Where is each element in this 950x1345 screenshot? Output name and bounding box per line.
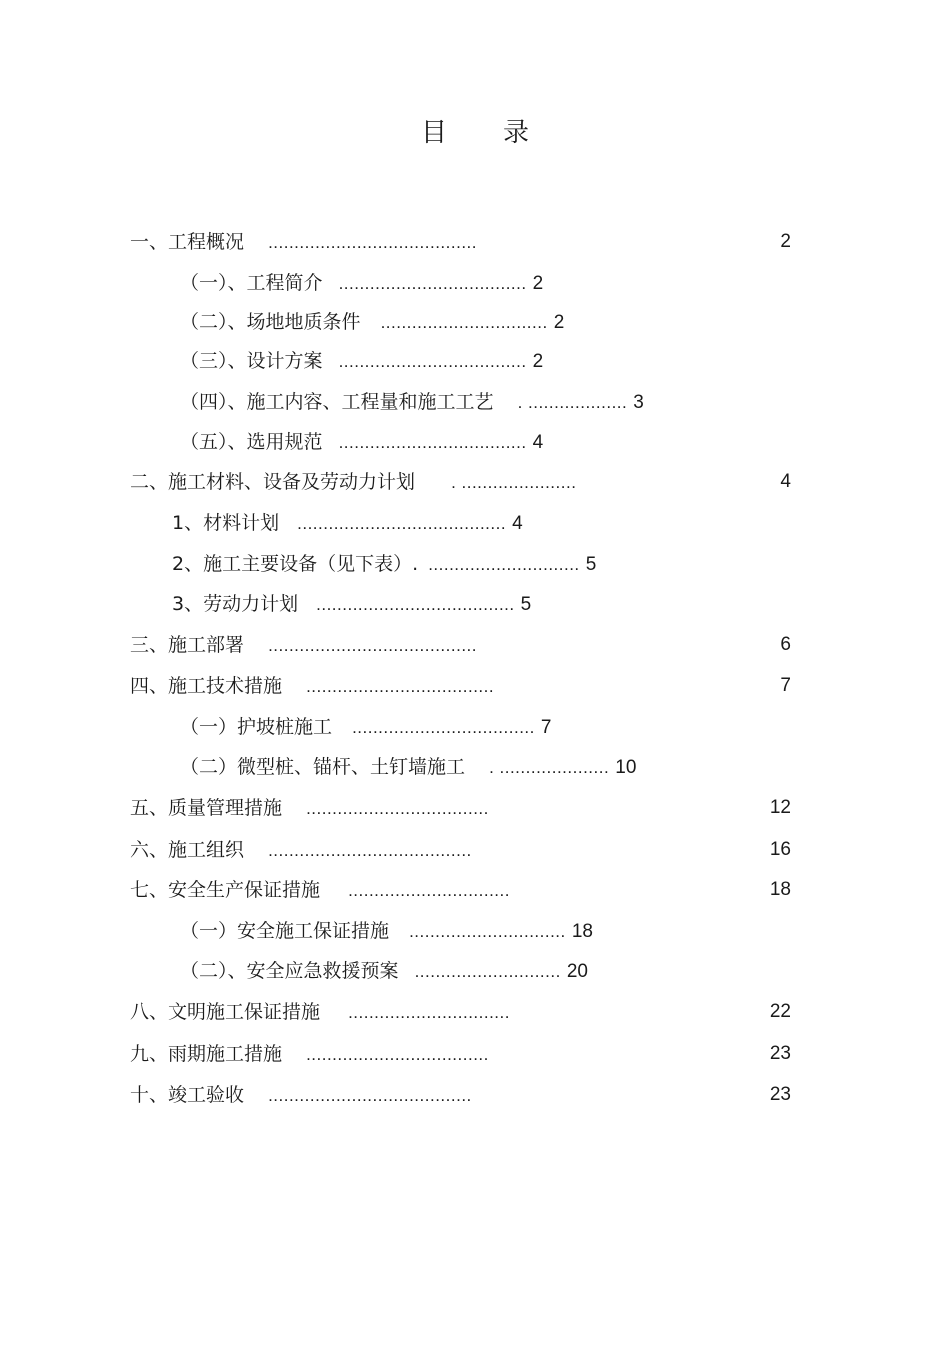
toc-page-number: 2 xyxy=(780,231,791,252)
toc-entry[interactable] xyxy=(130,796,489,821)
toc-entry[interactable] xyxy=(180,390,644,415)
toc-page-number: 4 xyxy=(512,513,523,534)
toc-leader: ................................ xyxy=(380,313,548,332)
toc-leader: ................................... xyxy=(306,799,489,818)
toc-leader: ...................................... xyxy=(316,595,515,614)
toc-entry[interactable] xyxy=(130,838,472,863)
toc-leader: . ..................... xyxy=(489,758,610,777)
toc-leader: ................................... xyxy=(352,718,535,737)
toc-entry-text: 三、施工部署 xyxy=(130,634,245,656)
toc-page-number: 7 xyxy=(540,717,552,738)
toc-leader: ........................................ xyxy=(268,636,477,655)
toc-page-number: 4 xyxy=(780,471,791,492)
toc-entry-text: 九、雨期施工措施 xyxy=(130,1043,283,1065)
toc-entry[interactable] xyxy=(180,715,552,740)
toc-entry[interactable] xyxy=(130,1083,472,1108)
toc-leader: ........................................ xyxy=(268,233,477,252)
toc-entry-text: 八、文明施工保证措施 xyxy=(130,1001,321,1023)
toc-page-number: 18 xyxy=(769,879,791,900)
toc-entry[interactable] xyxy=(180,959,588,984)
toc-entry[interactable] xyxy=(130,633,477,658)
toc-page-number: 23 xyxy=(769,1084,791,1105)
toc-leader: .................................... xyxy=(338,274,527,293)
toc-entry-text: 五、质量管理措施 xyxy=(130,797,283,819)
toc-entry-text: 一、工程概况 xyxy=(130,231,245,253)
toc-page-number: 10 xyxy=(615,757,637,778)
toc-entry-text: （二）微型桩、锚杆、土钉墙施工 xyxy=(180,756,466,778)
toc-leader: ............................... xyxy=(348,881,510,900)
toc-page-number: 20 xyxy=(566,961,588,982)
toc-entry[interactable] xyxy=(180,755,636,780)
toc-entry[interactable] xyxy=(180,349,543,374)
toc-leader: ....................................... xyxy=(268,1086,472,1105)
toc-entry[interactable] xyxy=(180,271,543,296)
toc-leader: .................................... xyxy=(338,433,527,452)
toc-entry[interactable] xyxy=(130,1000,510,1025)
toc-entry-text: 四、施工技术措施 xyxy=(130,675,283,697)
toc-page-number: 16 xyxy=(769,839,791,860)
toc-entry-text: 十、竣工验收 xyxy=(130,1084,245,1106)
toc-entry-text: （五）、选用规范 xyxy=(180,431,323,453)
toc-entry[interactable] xyxy=(172,592,531,617)
toc-page-number: 12 xyxy=(769,797,791,818)
toc-entry[interactable] xyxy=(130,674,494,699)
toc-page-number: 22 xyxy=(769,1001,791,1022)
toc-leader: . ................... xyxy=(517,393,628,412)
toc-entry-text: （一）安全施工保证措施 xyxy=(180,920,390,942)
toc-page-number: 4 xyxy=(532,432,544,453)
toc-entry-text: （四）、施工内容、工程量和施工工艺 xyxy=(180,391,494,413)
toc-entry-text: 2、施工主要设备（见下表）. xyxy=(172,553,419,575)
toc-entry-text: 二、施工材料、设备及劳动力计划 xyxy=(130,471,416,493)
toc-entry-text: （一）护坡桩施工 xyxy=(180,716,333,738)
toc-page-number: 2 xyxy=(553,312,565,333)
toc-leader: ....................................... xyxy=(268,841,472,860)
toc-entry-text: （三）、设计方案 xyxy=(180,350,323,372)
toc-entry-text: （二）、安全应急救援预案 xyxy=(180,960,399,982)
toc-leader: ............................... xyxy=(348,1003,510,1022)
toc-page-number: 7 xyxy=(780,675,791,696)
toc-leader: ............................ xyxy=(414,962,561,981)
page-title xyxy=(0,112,950,149)
toc-entry-text: 1、材料计划 xyxy=(172,512,280,534)
toc-entry[interactable] xyxy=(172,552,596,577)
toc-entry-text: 3、劳动力计划 xyxy=(172,593,299,615)
toc-entry-text: 七、安全生产保证措施 xyxy=(130,879,321,901)
toc-page-number: 23 xyxy=(769,1043,791,1064)
toc-leader: .................................... xyxy=(306,677,495,696)
toc-leader: . ...................... xyxy=(451,473,577,492)
toc-leader: ............................. xyxy=(428,555,580,574)
toc-page-number: 6 xyxy=(780,634,791,655)
page-title-right: 录 xyxy=(503,118,530,148)
toc-leader: .............................. xyxy=(409,922,566,941)
toc-leader: ........................................ xyxy=(297,514,507,533)
toc-entry[interactable] xyxy=(180,430,543,455)
toc-entry[interactable] xyxy=(130,470,576,495)
page-title-left: 目 xyxy=(420,118,447,148)
toc-page-number: 2 xyxy=(532,351,544,372)
toc-entry-text: （一）、工程简介 xyxy=(180,272,323,294)
toc-entry[interactable] xyxy=(180,310,564,335)
toc-leader: .................................... xyxy=(338,352,527,371)
toc-page-number: 18 xyxy=(571,921,593,942)
toc-page-number: 2 xyxy=(532,273,544,294)
toc-page-number: 5 xyxy=(585,554,597,575)
toc-entry[interactable] xyxy=(130,1042,489,1067)
toc-entry-text: 六、施工组织 xyxy=(130,839,245,861)
toc-entry[interactable] xyxy=(172,511,523,536)
toc-entry[interactable] xyxy=(130,230,477,255)
toc-leader: ................................... xyxy=(306,1045,489,1064)
toc-entry[interactable] xyxy=(180,919,593,944)
toc-entry[interactable] xyxy=(130,878,510,903)
toc-page-number: 5 xyxy=(520,594,532,615)
toc-entry-text: （二）、场地地质条件 xyxy=(180,311,361,333)
toc-page-number: 3 xyxy=(633,392,644,413)
